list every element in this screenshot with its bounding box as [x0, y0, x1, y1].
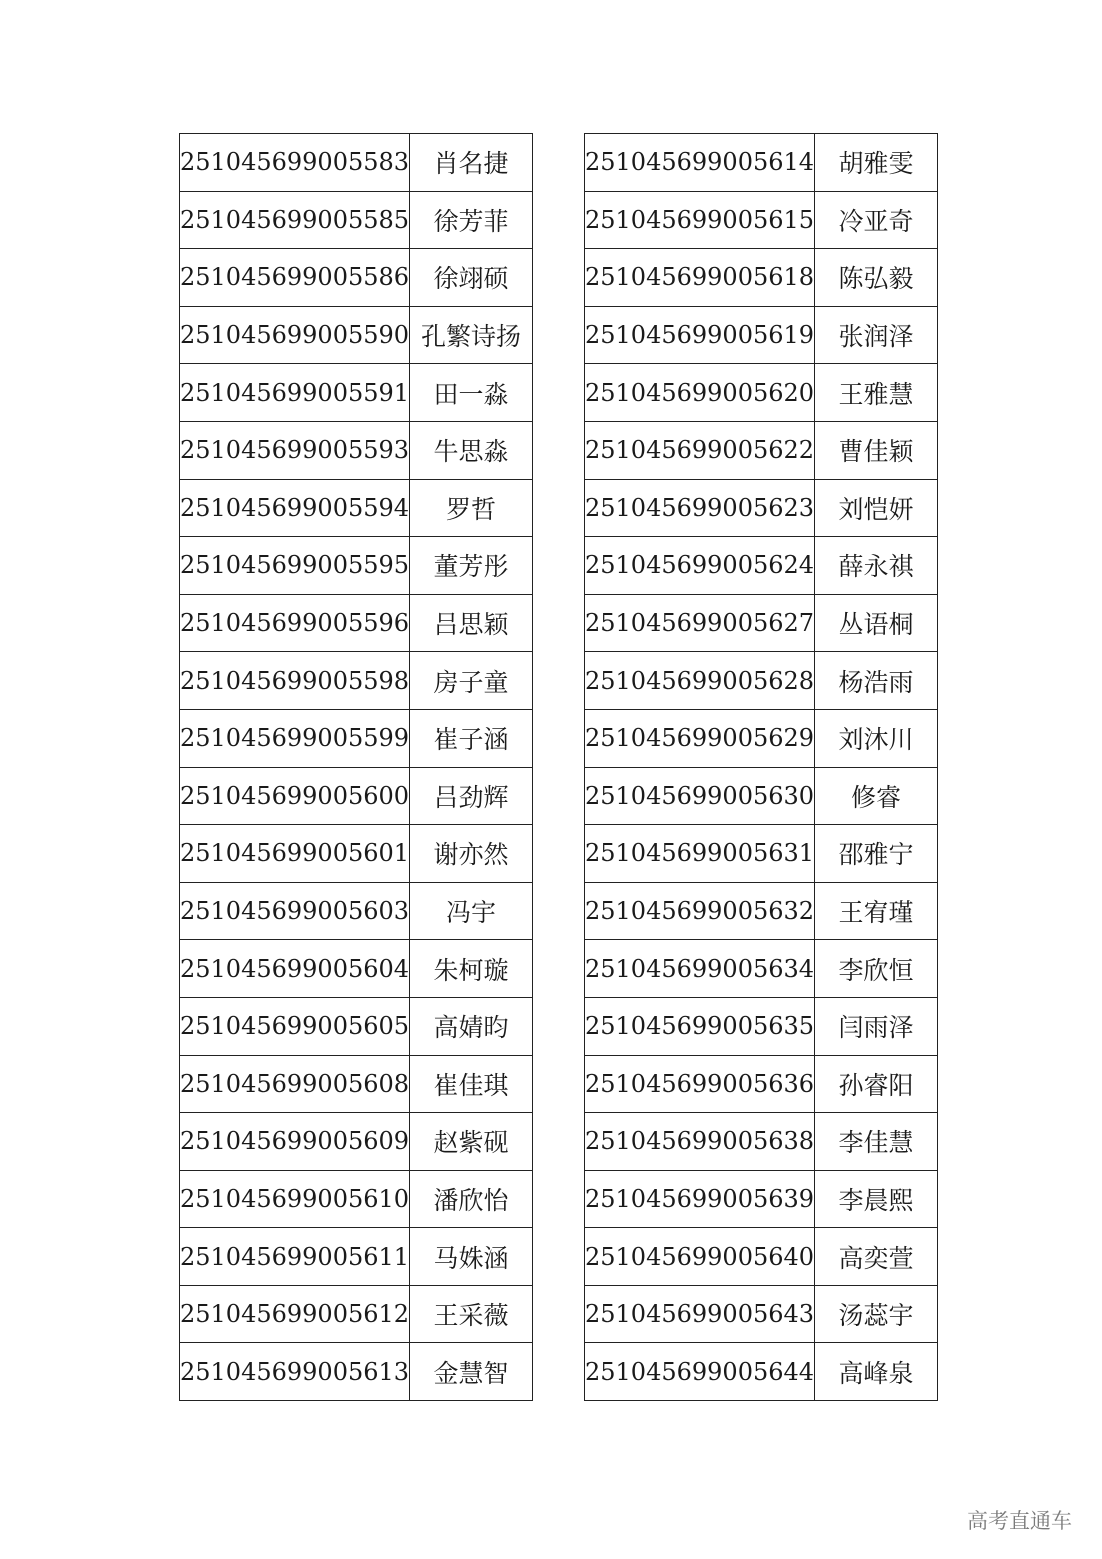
candidate-name-cell: 王雅慧: [815, 364, 938, 422]
candidate-name-cell: 金慧智: [410, 1343, 533, 1401]
candidate-id-cell: 251045699005631: [585, 825, 815, 883]
candidate-id-cell: 251045699005643: [585, 1285, 815, 1343]
candidate-id-cell: 251045699005640: [585, 1228, 815, 1286]
candidate-id-cell: 251045699005586: [180, 249, 410, 307]
table-row: [180, 997, 533, 1055]
table-row: [180, 709, 533, 767]
table-row: [180, 537, 533, 595]
table-row: [585, 1113, 938, 1171]
table-row: [180, 940, 533, 998]
candidate-name-cell: 马姝涵: [410, 1228, 533, 1286]
roster-table-right-body: [585, 134, 938, 1401]
candidate-name-cell: 孔繁诗扬: [410, 306, 533, 364]
candidate-name-cell: 李欣恒: [815, 940, 938, 998]
table-row: [585, 767, 938, 825]
candidate-id-cell: 251045699005636: [585, 1055, 815, 1113]
candidate-id-cell: 251045699005623: [585, 479, 815, 537]
candidate-name-cell: 高奕萱: [815, 1228, 938, 1286]
candidate-name-cell: 李佳慧: [815, 1113, 938, 1171]
table-row: [180, 306, 533, 364]
candidate-id-cell: 251045699005603: [180, 882, 410, 940]
candidate-name-cell: 房子童: [410, 652, 533, 710]
watermark-text: 高考直通车: [967, 1509, 1072, 1533]
candidate-name-cell: 李晨熙: [815, 1170, 938, 1228]
candidate-name-cell: 徐芳菲: [410, 191, 533, 249]
table-row: [585, 1343, 938, 1401]
candidate-id-cell: 251045699005611: [180, 1228, 410, 1286]
candidate-id-cell: 251045699005604: [180, 940, 410, 998]
candidate-id-cell: 251045699005593: [180, 421, 410, 479]
candidate-name-cell: 田一淼: [410, 364, 533, 422]
candidate-name-cell: 杨浩雨: [815, 652, 938, 710]
candidate-id-cell: 251045699005595: [180, 537, 410, 595]
candidate-name-cell: 肖名捷: [410, 134, 533, 192]
candidate-id-cell: 251045699005615: [585, 191, 815, 249]
candidate-name-cell: 徐翊硕: [410, 249, 533, 307]
table-row: [585, 709, 938, 767]
candidate-name-cell: 潘欣怡: [410, 1170, 533, 1228]
table-row: [180, 594, 533, 652]
candidate-name-cell: 曹佳颖: [815, 421, 938, 479]
candidate-name-cell: 朱柯璇: [410, 940, 533, 998]
table-row: [180, 249, 533, 307]
table-row: [180, 479, 533, 537]
candidate-name-cell: 冯宇: [410, 882, 533, 940]
table-row: [585, 940, 938, 998]
candidate-id-cell: 251045699005628: [585, 652, 815, 710]
candidate-id-cell: 251045699005627: [585, 594, 815, 652]
candidate-name-cell: 张润泽: [815, 306, 938, 364]
candidate-id-cell: 251045699005619: [585, 306, 815, 364]
table-row: [585, 825, 938, 883]
table-row: [180, 1170, 533, 1228]
candidate-name-cell: 高峰泉: [815, 1343, 938, 1401]
candidate-id-cell: 251045699005605: [180, 997, 410, 1055]
candidate-name-cell: 高婧昀: [410, 997, 533, 1055]
table-row: [585, 1228, 938, 1286]
candidate-id-cell: 251045699005598: [180, 652, 410, 710]
table-row: [180, 825, 533, 883]
table-row: [180, 134, 533, 192]
candidate-name-cell: 孙睿阳: [815, 1055, 938, 1113]
candidate-id-cell: 251045699005610: [180, 1170, 410, 1228]
candidate-id-cell: 251045699005613: [180, 1343, 410, 1401]
table-row: [585, 249, 938, 307]
candidate-id-cell: 251045699005591: [180, 364, 410, 422]
candidate-name-cell: 薛永祺: [815, 537, 938, 595]
table-row: [180, 1285, 533, 1343]
table-row: [180, 1343, 533, 1401]
candidate-name-cell: 吕思颖: [410, 594, 533, 652]
candidate-name-cell: 赵紫砚: [410, 1113, 533, 1171]
candidate-id-cell: 251045699005590: [180, 306, 410, 364]
candidate-name-cell: 罗哲: [410, 479, 533, 537]
candidate-name-cell: 修睿: [815, 767, 938, 825]
candidate-name-cell: 董芳彤: [410, 537, 533, 595]
table-row: [585, 421, 938, 479]
candidate-name-cell: 崔佳琪: [410, 1055, 533, 1113]
candidate-id-cell: 251045699005600: [180, 767, 410, 825]
roster-table-right: [584, 133, 938, 1401]
table-row: [585, 882, 938, 940]
candidate-name-cell: 邵雅宁: [815, 825, 938, 883]
candidate-id-cell: 251045699005635: [585, 997, 815, 1055]
table-row: [585, 537, 938, 595]
table-row: [180, 1113, 533, 1171]
table-row: [585, 479, 938, 537]
candidate-id-cell: 251045699005630: [585, 767, 815, 825]
candidate-id-cell: 251045699005638: [585, 1113, 815, 1171]
candidate-id-cell: 251045699005594: [180, 479, 410, 537]
candidate-id-cell: 251045699005620: [585, 364, 815, 422]
table-row: [585, 306, 938, 364]
table-row: [180, 1228, 533, 1286]
table-row: [585, 594, 938, 652]
table-row: [585, 997, 938, 1055]
candidate-id-cell: 251045699005622: [585, 421, 815, 479]
candidate-name-cell: 刘恺妍: [815, 479, 938, 537]
candidate-name-cell: 胡雅雯: [815, 134, 938, 192]
candidate-id-cell: 251045699005618: [585, 249, 815, 307]
candidate-id-cell: 251045699005644: [585, 1343, 815, 1401]
candidate-id-cell: 251045699005601: [180, 825, 410, 883]
candidate-name-cell: 王宥瑾: [815, 882, 938, 940]
candidate-id-cell: 251045699005639: [585, 1170, 815, 1228]
candidate-id-cell: 251045699005585: [180, 191, 410, 249]
table-row: [585, 191, 938, 249]
candidate-id-cell: 251045699005583: [180, 134, 410, 192]
candidate-id-cell: 251045699005612: [180, 1285, 410, 1343]
table-row: [180, 882, 533, 940]
candidate-name-cell: 崔子涵: [410, 709, 533, 767]
candidate-name-cell: 吕劲辉: [410, 767, 533, 825]
roster-table-left-body: [180, 134, 533, 1401]
candidate-name-cell: 冷亚奇: [815, 191, 938, 249]
table-row: [585, 652, 938, 710]
candidate-name-cell: 丛语桐: [815, 594, 938, 652]
candidate-id-cell: 251045699005596: [180, 594, 410, 652]
candidate-id-cell: 251045699005624: [585, 537, 815, 595]
table-row: [180, 191, 533, 249]
candidate-name-cell: 谢亦然: [410, 825, 533, 883]
candidate-id-cell: 251045699005629: [585, 709, 815, 767]
candidate-id-cell: 251045699005632: [585, 882, 815, 940]
candidate-name-cell: 汤蕊宇: [815, 1285, 938, 1343]
candidate-name-cell: 刘沐川: [815, 709, 938, 767]
table-row: [180, 652, 533, 710]
candidate-name-cell: 牛思淼: [410, 421, 533, 479]
candidate-id-cell: 251045699005608: [180, 1055, 410, 1113]
table-row: [585, 364, 938, 422]
candidate-id-cell: 251045699005634: [585, 940, 815, 998]
candidate-name-cell: 王采薇: [410, 1285, 533, 1343]
table-row: [180, 1055, 533, 1113]
candidate-id-cell: 251045699005599: [180, 709, 410, 767]
candidate-name-cell: 陈弘毅: [815, 249, 938, 307]
table-row: [585, 134, 938, 192]
candidate-name-cell: 闫雨泽: [815, 997, 938, 1055]
table-row: [585, 1170, 938, 1228]
table-row: [585, 1285, 938, 1343]
table-row: [585, 1055, 938, 1113]
table-row: [180, 364, 533, 422]
candidate-id-cell: 251045699005614: [585, 134, 815, 192]
table-row: [180, 421, 533, 479]
table-row: [180, 767, 533, 825]
candidate-id-cell: 251045699005609: [180, 1113, 410, 1171]
roster-table-left: [179, 133, 533, 1401]
